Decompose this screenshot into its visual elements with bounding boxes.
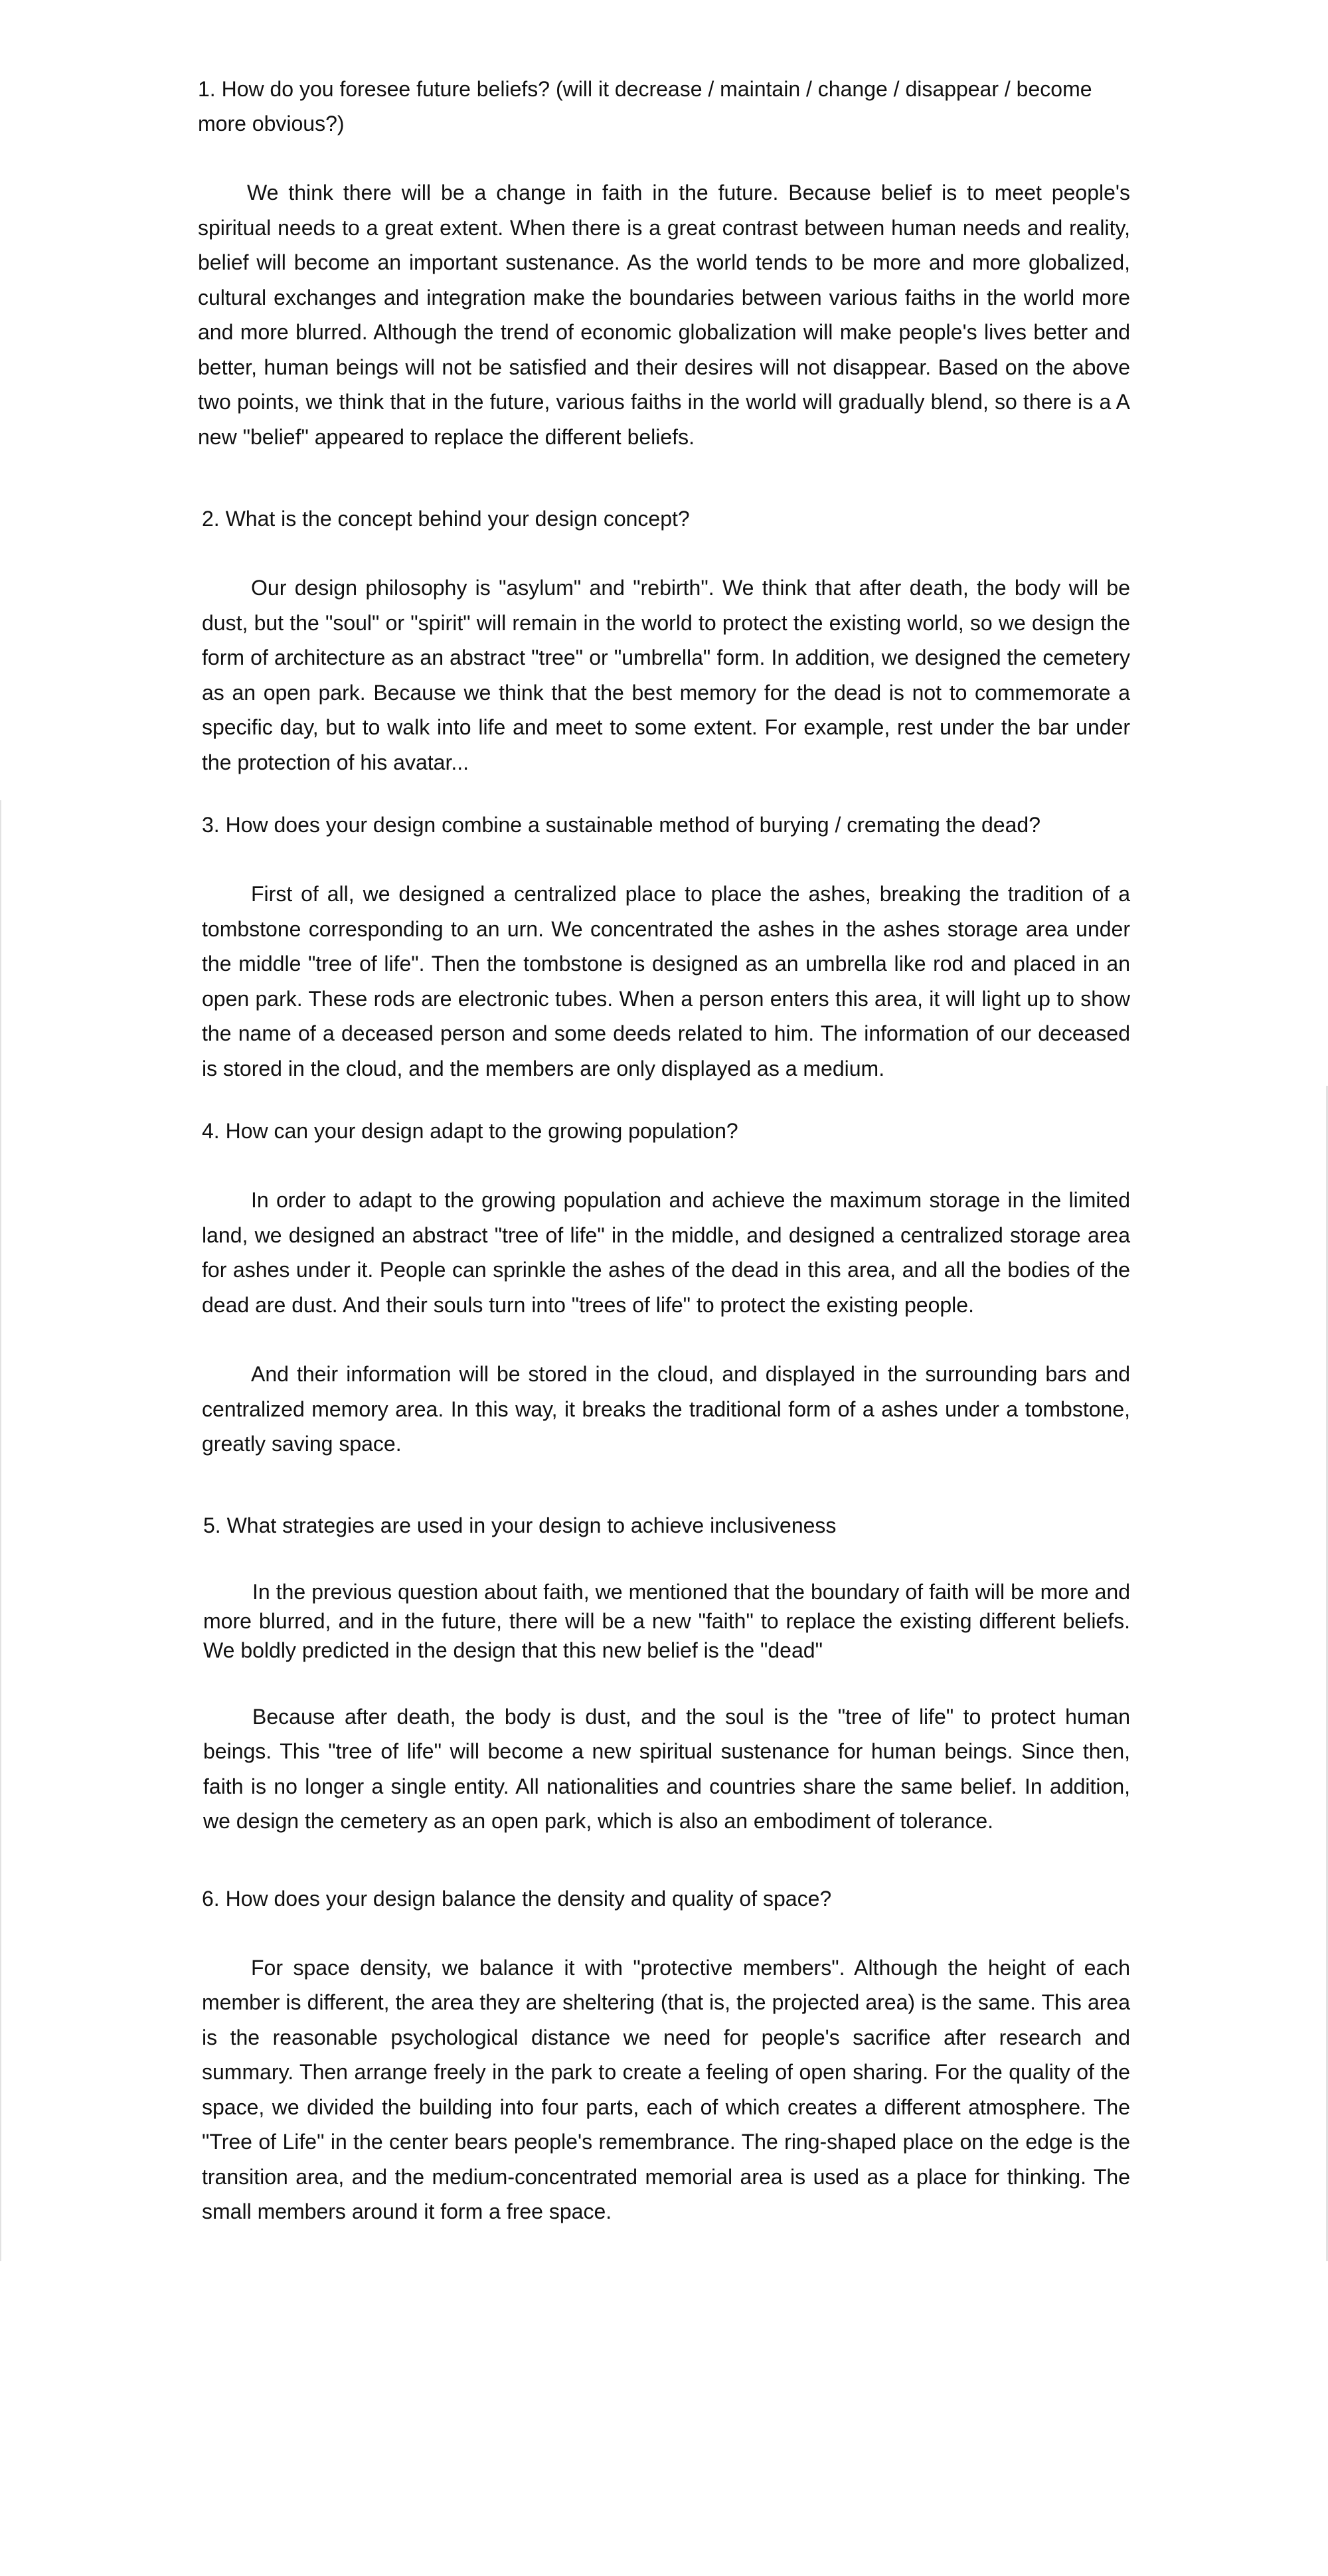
section-1 — [198, 72, 1130, 454]
section-6 — [198, 1881, 1130, 2229]
question-2: 2. What is the concept behind your design concept? — [202, 507, 690, 531]
answer-5-paragraph-2: Because after death, the body is dust, and the soul is the "tree of life" to protect human beings. This "tree of life" will become a new spiritual sustenance for human beings. Since then, faith is no longer a single entity. All nationalities and countries share the same belief. In addition, we design the cemetery as an open park, which is also an embodiment of tolerance. — [203, 1704, 1130, 1833]
section-2 — [198, 501, 1130, 780]
answer-4-paragraph-2: And their information will be stored in the cloud, and displayed in the surrounding bars and centralized memory area. In this way, it breaks the traditional form of a ashes under a tombstone, greatly saving space. — [202, 1362, 1130, 1456]
answer-1-paragraph-1: We think there will be a change in faith in the future. Because belief is to meet people's spiritual needs to a great extent. When there is a great contrast between human needs and reality, belief will become an important sustenance. As the world tends to be more and more globalized, cultural exchanges and integration make the boundaries between various faiths in the world more and more blurred. Although the trend of economic globalization will make people's lives better and better, human beings will not be satisfied and their desires will not disappear. Based on the above two points, we think that in the future, various faiths in the world will gradually blend, so there is a A new "belief" appeared to replace the different beliefs. — [198, 181, 1130, 449]
answer-5-paragraph-1: In the previous question about faith, we mentioned that the boundary of faith will be more and more blurred, and in the future, there will be a new "faith" to replace the existing different beliefs. We boldly predicted in the design that this new belief is the "dead" — [203, 1579, 1130, 1662]
section-3 — [198, 808, 1130, 1086]
question-6: 6. How does your design balance the density and quality of space? — [202, 1886, 832, 1911]
question-4: 4. How can your design adapt to the growing population? — [202, 1119, 738, 1143]
question-3: 3. How does your design combine a sustainable method of burying / cremating the dead? — [202, 813, 1040, 837]
question-5: 5. What strategies are used in your design to achieve inclusiveness — [203, 1513, 837, 1537]
left-edge-line — [0, 800, 1, 2261]
answer-4-paragraph-1: In order to adapt to the growing population and achieve the maximum storage in the limited land, we designed an abstract "tree of life" in the middle, and designed a centralized storage area for ashes under it. People can sprinkle the ashes of the dead in this area, and all the bodies of the dead are dust. And their souls turn into "trees of life" to protect the existing people. — [202, 1188, 1130, 1317]
answer-3-paragraph-1: First of all, we designed a centralized place to place the ashes, breaking the tradition of a tombstone corresponding to an urn. We concentrated the ashes in the ashes storage area under the middle "tree of life". Then the tombstone is designed as an umbrella like rod and placed in an open park. These rods are electronic tubes. When a person enters this area, it will light up to show the name of a deceased person and some deeds related to him. The information of our deceased is stored in the cloud, and the members are only displayed as a medium. — [202, 882, 1130, 1080]
answer-6-paragraph-1: For space density, we balance it with "protective members". Although the height of each member is different, the area they are sheltering (that is, the projected area) is the same. This area is the reasonable psychological distance we need for people's sacrifice after research and summary. Then arrange freely in the park to create a feeling of open sharing. For the quality of the space, we divided the building into four parts, each of which creates a different atmosphere. The "Tree of Life" in the center bears people's remembrance. The ring-shaped place on the edge is the transition area, and the medium-concentrated memorial area is used as a place for thinking. The small members around it form a free space. — [202, 1955, 1130, 2223]
question-1: 1. How do you foresee future beliefs? (will it decrease / maintain / change / disappear / become more obvious?) — [198, 77, 1092, 135]
section-4 — [198, 1114, 1130, 1462]
section-5 — [198, 1508, 1130, 1839]
answer-2-paragraph-1: Our design philosophy is "asylum" and "rebirth". We think that after death, the body will be dust, but the "soul" or "spirit" will remain in the world to protect the existing world, so we design the form of architecture as an abstract "tree" or "umbrella" form. In addition, we designed the cemetery as an open park. Because we think that the best memory for the dead is not to commemorate a specific day, but to walk into life and meet to some extent. For example, rest under the bar under the protection of his avatar... — [202, 576, 1130, 774]
document-page — [198, 72, 1130, 2229]
